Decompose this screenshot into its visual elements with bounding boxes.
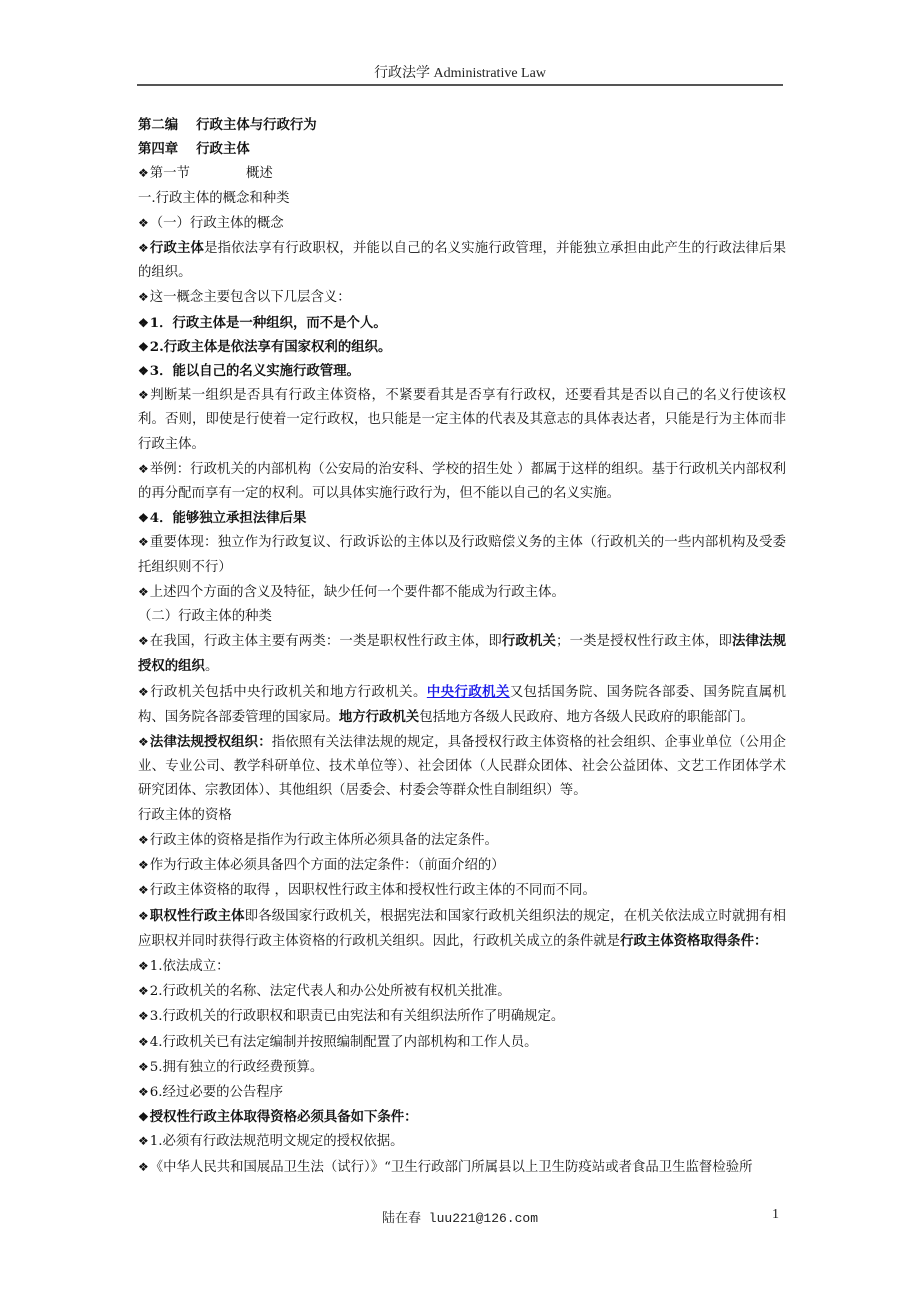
text: 3．能以自己的名义实施行政管理。 bbox=[149, 363, 360, 380]
paragraph bbox=[138, 530, 786, 579]
central-admin-organ-link[interactable]: 中央行政机关 bbox=[426, 683, 510, 700]
paragraph bbox=[138, 1129, 786, 1154]
text: 这一概念主要包含以下几层含义： bbox=[149, 290, 351, 306]
paragraph bbox=[138, 853, 786, 878]
text: 上述四个方面的含义及特征，缺少任何一个要件都不能成为行政主体。 bbox=[149, 584, 565, 600]
paragraph bbox=[138, 878, 786, 903]
paragraph bbox=[138, 383, 786, 457]
paragraph bbox=[138, 1055, 786, 1080]
text: 举例：行政机关的内部机构（公安局的治安科、学校的招生处 ）都属于这样的组织。基于行政机关内部权利的再分配而享有一定的权利。可以具体实施行政行为，但不能以自己的名义实施。 bbox=[138, 461, 786, 502]
diamond-bullet-icon: ❖ bbox=[138, 535, 149, 550]
section-title: 概述 bbox=[245, 166, 273, 182]
term: 行政机关 bbox=[501, 633, 557, 650]
part-heading bbox=[138, 113, 786, 137]
text: 即各级国家行政机关，根据宪法和国家行政机关组织法的规定，在机关依法成立时就拥有相应职权并同时获得行政主体资格的行政机关组织。因此，行政机关成立的条件就是 bbox=[138, 908, 786, 949]
diamond-bullet-icon: ❖ bbox=[138, 1134, 149, 1149]
section-heading bbox=[138, 161, 786, 186]
text: 行政主体的资格是指作为行政主体所必须具备的法定条件。 bbox=[149, 832, 498, 848]
diamond-bullet-icon: ❖ bbox=[138, 388, 150, 403]
paragraph bbox=[138, 335, 786, 359]
diamond-bullet-icon: ❖ bbox=[138, 832, 149, 847]
diamond-bullet-icon: ❖ bbox=[138, 166, 149, 181]
diamond-bullet-icon: ❖ bbox=[138, 883, 149, 898]
term: 职权性行政主体 bbox=[149, 907, 245, 924]
paragraph bbox=[138, 506, 786, 530]
diamond-bullet-icon: ❖ bbox=[138, 1159, 149, 1174]
text: 作为行政主体必须具备四个方面的法定条件：（前面介绍的） bbox=[149, 858, 505, 874]
diamond-bullet-icon: ❖ bbox=[138, 215, 149, 230]
chapter-title: 行政主体 bbox=[196, 141, 250, 158]
part-title: 行政主体与行政行为 bbox=[196, 117, 317, 133]
text: 4．能够独立承担法律后果 bbox=[149, 510, 307, 527]
header-divider bbox=[137, 84, 783, 86]
paragraph bbox=[138, 1080, 786, 1105]
paragraph: 一.行政主体的概念和种类 bbox=[138, 190, 290, 206]
paragraph bbox=[138, 954, 786, 979]
text: 1．行政主体是一种组织，而不是个人。 bbox=[149, 314, 387, 331]
definition: 是指依法享有行政职权，并能以自己的名义实施行政管理，并能独立承担由此产生的行政法律后果的组织。 bbox=[138, 241, 786, 281]
subheading: 行政主体的资格 bbox=[138, 807, 232, 823]
text: 又包括国务院、国务院各部委、国务院直属机构、国务院各部委管理的国家局。 bbox=[138, 684, 787, 725]
text: 2.行政机关的名称、法定代表人和办公处所被有权机关批准。 bbox=[149, 984, 511, 1000]
paragraph bbox=[138, 311, 786, 335]
part-number: 第二编 bbox=[138, 117, 179, 133]
paragraph bbox=[138, 457, 786, 506]
diamond-bullet-icon: ❖ bbox=[138, 290, 149, 305]
diamond-bullet-icon: ❖ bbox=[138, 364, 149, 379]
text: 4.行政机关已有法定编制并按照编制配置了内部机构和工作人员。 bbox=[149, 1034, 538, 1050]
paragraph bbox=[138, 828, 786, 853]
term: 法律法规授权组织： bbox=[149, 734, 272, 751]
paragraph bbox=[138, 236, 786, 285]
diamond-bullet-icon: ❖ bbox=[138, 339, 149, 354]
diamond-bullet-icon: ❖ bbox=[138, 1009, 149, 1024]
subheading: （一）行政主体的概念 bbox=[149, 215, 284, 231]
text: 行政主体资格的取得 ，因职权性行政主体和授权性行政主体的不同而不同。 bbox=[149, 883, 596, 899]
paragraph bbox=[138, 629, 786, 679]
page-number: 1 bbox=[772, 1207, 779, 1222]
text: 指依照有关法律法规的规定，具备授权行政主体资格的社会组织、企事业单位（公用企业、专业公司、教学科研单位、技术单位等）、社会团体（人民群众团体、社会公益团体、文艺工作团体学术研究团体、宗教团体）、其他组织（居委会、村委会等群众性自制组织）等。 bbox=[138, 735, 787, 799]
paragraph bbox=[138, 1155, 786, 1180]
paragraph bbox=[138, 580, 786, 605]
footer-author: 陆在春 luu221@126.com bbox=[381, 1211, 539, 1226]
document-body bbox=[138, 113, 786, 1180]
diamond-bullet-icon: ❖ bbox=[138, 634, 149, 649]
diamond-bullet-icon: ❖ bbox=[138, 684, 150, 699]
text: 授权性行政主体取得资格必须具备如下条件： bbox=[149, 1109, 418, 1126]
text: 包括地方各级人民政府、地方各级人民政府的职能部门。 bbox=[419, 709, 754, 725]
diamond-bullet-icon: ❖ bbox=[138, 315, 149, 330]
text: 。 bbox=[204, 659, 219, 675]
diamond-bullet-icon: ❖ bbox=[138, 1110, 149, 1125]
diamond-bullet-icon: ❖ bbox=[138, 461, 149, 476]
diamond-bullet-icon: ❖ bbox=[138, 1084, 149, 1099]
paragraph bbox=[138, 1030, 786, 1055]
paragraph bbox=[138, 211, 786, 236]
chapter-number: 第四章 bbox=[138, 141, 179, 158]
text: 6.经过必要的公告程序 bbox=[149, 1084, 284, 1100]
paragraph bbox=[138, 730, 786, 804]
page-header: 行政法学 Administrative Law bbox=[374, 66, 546, 81]
diamond-bullet-icon: ❖ bbox=[138, 984, 149, 999]
section-number: 第一节 bbox=[149, 166, 190, 182]
text: 重要体现：独立作为行政复议、行政诉讼的主体以及行政赔偿义务的主体（行政机关的一些内部机构及受委托组织则不行） bbox=[138, 535, 786, 575]
text: 行政机关包括中央行政机关和地方行政机关。 bbox=[150, 684, 427, 700]
text: 判断某一组织是否具有行政主体资格，不紧要看其是否享有行政权，还要看其是否以自己的名义行使该权利。否则，即使是行使着一定行政权，也只能是一定主体的代表及其意志的具体表达者，只能是行为主体而非行政主体。 bbox=[138, 388, 786, 452]
subheading: （二）行政主体的种类 bbox=[138, 609, 272, 625]
text: 5.拥有独立的行政经费预算。 bbox=[149, 1059, 324, 1075]
chapter-heading bbox=[138, 137, 786, 161]
term: 法律法规授权的组织 bbox=[138, 633, 787, 675]
diamond-bullet-icon: ❖ bbox=[138, 511, 149, 526]
paragraph bbox=[138, 904, 786, 954]
text: 《中华人民共和国展品卫生法（试行）》“卫生行政部门所属县以上卫生防疫站或者食品卫生监督检验所 bbox=[149, 1159, 753, 1175]
paragraph bbox=[138, 1004, 786, 1029]
diamond-bullet-icon: ❖ bbox=[138, 958, 149, 973]
paragraph bbox=[138, 1105, 786, 1129]
paragraph bbox=[138, 285, 786, 310]
text: 在我国，行政主体主要有两类：一类是职权性行政主体，即 bbox=[149, 634, 502, 650]
text: 1.依法成立： bbox=[149, 958, 230, 974]
term: 地方行政机关 bbox=[338, 708, 420, 725]
diamond-bullet-icon: ❖ bbox=[138, 1059, 149, 1074]
paragraph bbox=[138, 359, 786, 383]
diamond-bullet-icon: ❖ bbox=[138, 908, 149, 923]
paragraph bbox=[138, 680, 786, 730]
text: ；一类是授权性行政主体，即 bbox=[556, 634, 733, 650]
diamond-bullet-icon: ❖ bbox=[138, 858, 149, 873]
term: 行政主体 bbox=[149, 240, 205, 257]
text: 1.必须有行政法规范明文规定的授权依据。 bbox=[149, 1134, 404, 1150]
paragraph bbox=[138, 979, 786, 1004]
diamond-bullet-icon: ❖ bbox=[138, 735, 149, 750]
diamond-bullet-icon: ❖ bbox=[138, 1034, 149, 1049]
diamond-bullet-icon: ❖ bbox=[138, 241, 149, 256]
term: 行政主体资格取得条件： bbox=[620, 932, 768, 949]
diamond-bullet-icon: ❖ bbox=[138, 584, 149, 599]
page-footer bbox=[137, 1207, 783, 1226]
text: 2.行政主体是依法享有国家权利的组织。 bbox=[149, 338, 392, 355]
text: 3.行政机关的行政职权和职责已由宪法和有关组织法所作了明确规定。 bbox=[149, 1009, 565, 1025]
